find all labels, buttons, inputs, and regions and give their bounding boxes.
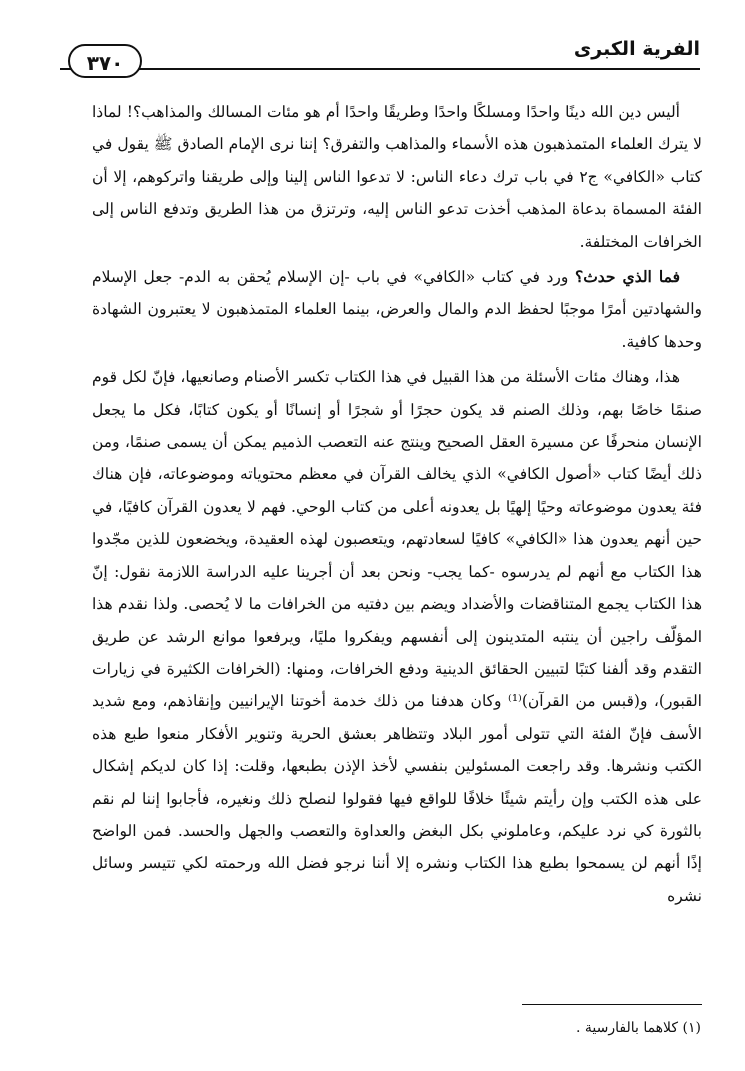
page-header: [60, 28, 700, 78]
paragraph-2-text: ورد في كتاب «الكافي» في باب -إن الإسلام يُحقن به الدم- جعل الإسلام والشهادتين أمرًا موجبًا لحفظ الدم والمال والعرض، بينما العلماء المتمذهبون لا يعتبرون الشهادة وحدها كافية.: [92, 268, 702, 351]
footnote-rule: [522, 1004, 702, 1005]
footnote: (١) كلاهما بالفارسية .: [575, 1020, 701, 1036]
header-rule: [60, 68, 700, 70]
paragraph-3: [92, 361, 702, 912]
body-text: [92, 96, 702, 912]
running-title: الفرية الكبرى: [573, 38, 700, 60]
paragraph-2-lead: فما الذي حدث؟: [574, 267, 680, 287]
paragraph-2: [92, 261, 702, 358]
paragraph-1: [92, 96, 702, 258]
paragraph-1-text: أليس دين الله دينًا واحدًا ومسلكًا واحدًا وطريقًا واحدًا أم هو مئات المسالك والمذاهب؟! لماذا لا يترك العلماء المتمذهبون هذه الأسماء والمذاهب والتفرق؟ إننا نرى الإمام الصادق ﷺ يقول في كتاب «الكافي» ج٢ في باب ترك دعاء الناس: لا تدعوا الناس إلينا وإلى طريقنا واتركوهم، إلا أن الفئة المسماة بدعاة المذهب أخذت تدعو الناس إليه، وترتزق من هذا الطريق وتدفع الناس إلى الخرافات المختلفة.: [92, 103, 702, 251]
page-number: ٣٧٠: [68, 44, 142, 78]
paragraph-3-text: هذا، وهناك مئات الأسئلة من هذا القبيل في هذا الكتاب تكسر الأصنام وصانعيها، فإنّ لكل قوم صنمًا خاصًا بهم، وذلك الصنم قد يكون حجرًا أو شجرًا أو إنسانًا أو يكون كتابًا، فكل ما يجعل الإنسان منحرفًا عن مسيرة العقل الصحيح وينتج عنه التعصب الذميم يمكن أن يسمى صنمًا، ومن ذلك أيضًا كتاب «أصول الكافي» الذي يخالف القرآن في معظم محتوياته وموضوعاته، فإن هناك فئة يعدون موضوعاته وحيًا إلهيًا بل يعدونه أعلى من كتاب الوحي. فهم لا يعدون القرآن كافيًا، في حين أنهم يعدون هذا «الكافي» كافيًا لسعادتهم، ويتعصبون لهذه العقيدة، ويخضعون للذين مجّدوا هذا الكتاب مع أنهم لم يدرسوه -كما يجب- ونحن بعد أن أجرينا عليه الدراسة اللازمة نقول: إنّ هذا الكتاب يجمع المتناقضات والأضداد ويضم بين دفتيه من الخرافات ما لا يُحصى. ولذا نقدم هذا المؤلّف راجين أن ينتبه المتدينون إلى أنفسهم ويفكروا مليًا، ويرفعوا موانع الرشد عن طريق التقدم وقد ألفنا كتبًا لتبيين الحقائق الدينية ودفع الخرافات، ومنها: (الخرافات الكثيرة في زيارات القبور)، و(قبس من القرآن)⁽¹⁾ وكان هدفنا من ذلك خدمة أخوتنا الإيرانيين وإنقاذهم، ومع شديد الأسف فإنّ الفئة التي تتولى أمور البلاد وتتظاهر بعشق الحرية وتنوير الأفكار منعوا طبع هذه الكتب ونشرها. وقد راجعت المسئولين بنفسي لأخذ الإذن بطبعها، وقلت: إذا كان لديكم إشكال على هذه الكتب وإن رأيتم شيئًا خلافًا للواقع فيها فقولوا لنصلح ذلك ونغيره، فأجابوا إننا لم نقم بالثورة كي نرد عليكم، وعاملوني بكل البغض والعداوة والتعصب والجهل والحسد. فمن الواضح إذًا أنهم لن يسمحوا بطبع هذا الكتاب ونشره إلا أننا نرجو فضل الله ورحمته لكي تتيسر وسائل نشره: [92, 368, 702, 905]
